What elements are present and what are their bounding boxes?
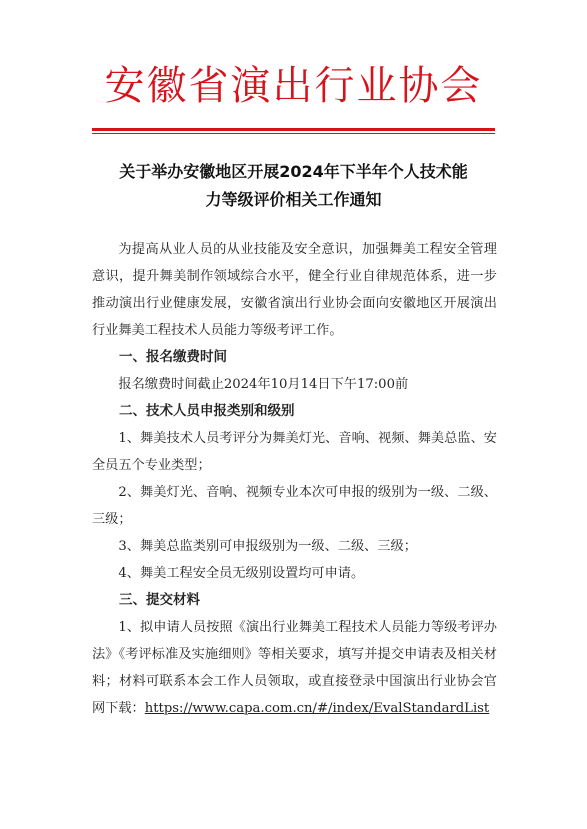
download-link[interactable]: https://www.capa.com.cn/#/index/EvalStandardList [144,701,490,716]
intro-paragraph: 为提高从业人员的从业技能及安全意识，加强舞美工程安全管理意识，提升舞美制作领域综合水平，健全行业自律规范体系，进一步推动演出行业健康发展，安徽省演出行业协会面向安徽地区开展演出行业舞美工程技术人员能力等级考评工作。 [92,242,497,338]
header-red-rule-thin [92,133,495,134]
materials-paragraph [92,614,497,722]
registration-deadline: 报名缴费时间截止2024年10月14日下午17:00前 [118,377,409,392]
document-body [92,236,497,722]
category-item-3: 3、舞美总监类别可申报级别为一级、二级、三级； [118,539,417,554]
document-title [90,158,497,214]
section-heading-registration: 一、报名缴费时间 [119,349,227,365]
document-title-line-1: 关于举办安徽地区开展2024年下半年个人技术能 [119,162,468,181]
section-heading-materials: 三、提交材料 [119,592,200,608]
category-item-4: 4、舞美工程安全员无级别设置均可申请。 [118,566,365,581]
header-red-rule [92,128,495,131]
organization-name: 安徽省演出行业协会 [104,63,483,109]
category-item-2: 2、舞美灯光、音响、视频专业本次可申报的级别为一级、二级、三级； [92,485,497,527]
section-heading-categories: 二、技术人员申报类别和级别 [119,403,295,419]
document-title-line-2: 力等级评价相关工作通知 [205,190,382,209]
materials-text: 1、拟申请人员按照《演出行业舞美工程技术人员能力等级考评办法》《考评标准及实施细则》等相关要求，填写并提交申请表及相关材料；材料可联系本会工作人员领取，或直接登录中国演出行业协会官网下载： [92,620,497,716]
category-item-1: 1、舞美技术人员考评分为舞美灯光、音响、视频、舞美总监、安全员五个专业类型； [92,431,497,473]
